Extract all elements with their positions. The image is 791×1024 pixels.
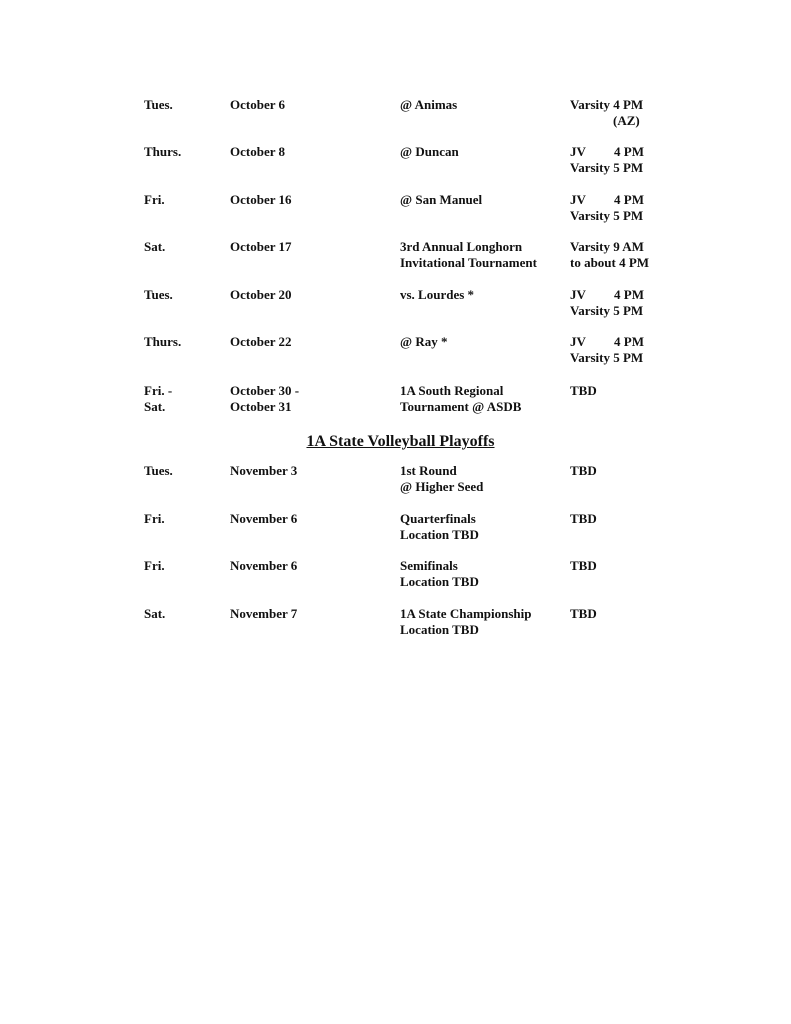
time-text: 4 PM bbox=[614, 192, 644, 207]
date-text: October 30 - bbox=[230, 383, 300, 398]
opponent-cell bbox=[400, 463, 483, 495]
date-text: October 16 bbox=[230, 192, 292, 207]
time-line bbox=[570, 511, 597, 527]
day-text: Tues. bbox=[144, 97, 173, 112]
day-text: Tues. bbox=[144, 287, 173, 302]
team-level-label: JV bbox=[570, 287, 586, 302]
playoffs-heading-text: 1A State Volleyball Playoffs bbox=[306, 433, 495, 450]
opponent-cell bbox=[400, 383, 521, 415]
day-text: Fri. bbox=[144, 558, 165, 573]
time-line bbox=[570, 463, 597, 479]
day-text: Fri. bbox=[144, 511, 165, 526]
time-text: Varsity 5 PM bbox=[570, 208, 644, 223]
date-text: November 6 bbox=[230, 511, 298, 526]
team-level-label: JV bbox=[570, 144, 586, 159]
time-cell bbox=[570, 383, 597, 399]
day-text: Sat. bbox=[144, 399, 166, 414]
date-text: October 22 bbox=[230, 334, 292, 349]
opponent-text: @ Higher Seed bbox=[400, 479, 484, 494]
opponent-text: Semifinals bbox=[400, 558, 458, 573]
time-text: Varsity 5 PM bbox=[570, 160, 644, 175]
date-cell bbox=[230, 558, 297, 574]
time-text: Varsity 5 PM bbox=[570, 303, 644, 318]
day-text: Tues. bbox=[144, 463, 173, 478]
day-text: Sat. bbox=[144, 606, 166, 621]
time-line bbox=[570, 558, 597, 574]
opponent-text: Location TBD bbox=[400, 622, 479, 637]
time-cell bbox=[570, 239, 649, 271]
time-line bbox=[570, 255, 649, 271]
time-text: TBD bbox=[570, 558, 597, 573]
opponent-text: @ Ray * bbox=[400, 334, 448, 349]
day-cell bbox=[144, 97, 173, 113]
opponent-cell bbox=[400, 144, 459, 160]
time-cell bbox=[570, 463, 597, 479]
day-text: Fri. bbox=[144, 192, 165, 207]
day-text: Sat. bbox=[144, 239, 166, 254]
date-text: November 7 bbox=[230, 606, 298, 621]
playoffs-heading bbox=[0, 432, 791, 452]
time-text: TBD bbox=[570, 383, 597, 398]
opponent-text: vs. Lourdes * bbox=[400, 287, 475, 302]
time-text: Varsity 4 PM bbox=[570, 97, 644, 112]
date-cell bbox=[230, 192, 292, 208]
opponent-cell bbox=[400, 558, 479, 590]
time-line bbox=[570, 97, 643, 113]
time-line bbox=[570, 287, 644, 303]
opponent-text: 1A State Championship bbox=[400, 606, 532, 621]
date-text: November 6 bbox=[230, 558, 298, 573]
time-text: to about 4 PM bbox=[570, 255, 650, 270]
opponent-text: @ San Manuel bbox=[400, 192, 483, 207]
opponent-text: 3rd Annual Longhorn bbox=[400, 239, 523, 254]
date-text: October 8 bbox=[230, 144, 285, 159]
time-text: (AZ) bbox=[613, 113, 640, 128]
time-cell bbox=[570, 144, 644, 176]
opponent-text: Tournament @ ASDB bbox=[400, 399, 522, 414]
opponent-cell bbox=[400, 334, 447, 350]
time-cell bbox=[570, 97, 643, 129]
time-cell bbox=[570, 511, 597, 527]
time-line bbox=[570, 160, 644, 176]
time-line bbox=[570, 113, 643, 129]
time-text: 4 PM bbox=[614, 287, 644, 302]
time-line bbox=[570, 239, 649, 255]
opponent-text: 1A South Regional bbox=[400, 383, 504, 398]
opponent-text: Invitational Tournament bbox=[400, 255, 537, 270]
time-cell bbox=[570, 606, 597, 622]
date-cell bbox=[230, 334, 292, 350]
opponent-text: 1st Round bbox=[400, 463, 457, 478]
day-text: Thurs. bbox=[144, 144, 182, 159]
time-line bbox=[570, 303, 644, 319]
day-text: Thurs. bbox=[144, 334, 182, 349]
date-text: October 6 bbox=[230, 97, 285, 112]
opponent-text: @ Animas bbox=[400, 97, 458, 112]
day-cell bbox=[144, 463, 173, 479]
opponent-cell bbox=[400, 287, 474, 303]
team-level-label: JV bbox=[570, 334, 586, 349]
time-line bbox=[570, 350, 644, 366]
opponent-cell bbox=[400, 239, 537, 271]
opponent-text: Location TBD bbox=[400, 574, 479, 589]
date-cell bbox=[230, 97, 285, 113]
day-cell bbox=[144, 287, 173, 303]
date-cell bbox=[230, 606, 297, 622]
time-text: TBD bbox=[570, 511, 597, 526]
time-cell bbox=[570, 334, 644, 366]
time-line bbox=[570, 192, 644, 208]
team-level-label: JV bbox=[570, 192, 586, 207]
day-cell bbox=[144, 511, 165, 527]
time-text: Varsity 5 PM bbox=[570, 350, 644, 365]
date-cell bbox=[230, 463, 297, 479]
opponent-text: Location TBD bbox=[400, 527, 479, 542]
opponent-cell bbox=[400, 511, 479, 543]
day-text: Fri. - bbox=[144, 383, 173, 398]
time-line bbox=[570, 334, 644, 350]
day-cell bbox=[144, 558, 165, 574]
time-text: TBD bbox=[570, 463, 597, 478]
date-cell bbox=[230, 511, 297, 527]
time-line bbox=[570, 208, 644, 224]
date-text: October 17 bbox=[230, 239, 292, 254]
opponent-cell bbox=[400, 97, 457, 113]
opponent-cell bbox=[400, 192, 482, 208]
time-line bbox=[570, 606, 597, 622]
day-cell bbox=[144, 383, 172, 415]
time-text: Varsity 9 AM bbox=[570, 239, 644, 254]
date-text: November 3 bbox=[230, 463, 298, 478]
day-cell bbox=[144, 606, 165, 622]
opponent-text: Quarterfinals bbox=[400, 511, 476, 526]
time-line bbox=[570, 144, 644, 160]
date-cell bbox=[230, 239, 292, 255]
day-cell bbox=[144, 239, 165, 255]
time-text: TBD bbox=[570, 606, 597, 621]
time-text: 4 PM bbox=[614, 144, 644, 159]
time-line bbox=[570, 383, 597, 399]
time-text: 4 PM bbox=[614, 334, 644, 349]
time-cell bbox=[570, 558, 597, 574]
date-text: October 20 bbox=[230, 287, 292, 302]
day-cell bbox=[144, 192, 165, 208]
date-cell bbox=[230, 383, 299, 415]
time-cell bbox=[570, 192, 644, 224]
day-cell bbox=[144, 334, 181, 350]
opponent-cell bbox=[400, 606, 531, 638]
date-cell bbox=[230, 287, 292, 303]
opponent-text: @ Duncan bbox=[400, 144, 459, 159]
date-cell bbox=[230, 144, 285, 160]
date-text: October 31 bbox=[230, 399, 292, 414]
time-cell bbox=[570, 287, 644, 319]
day-cell bbox=[144, 144, 181, 160]
